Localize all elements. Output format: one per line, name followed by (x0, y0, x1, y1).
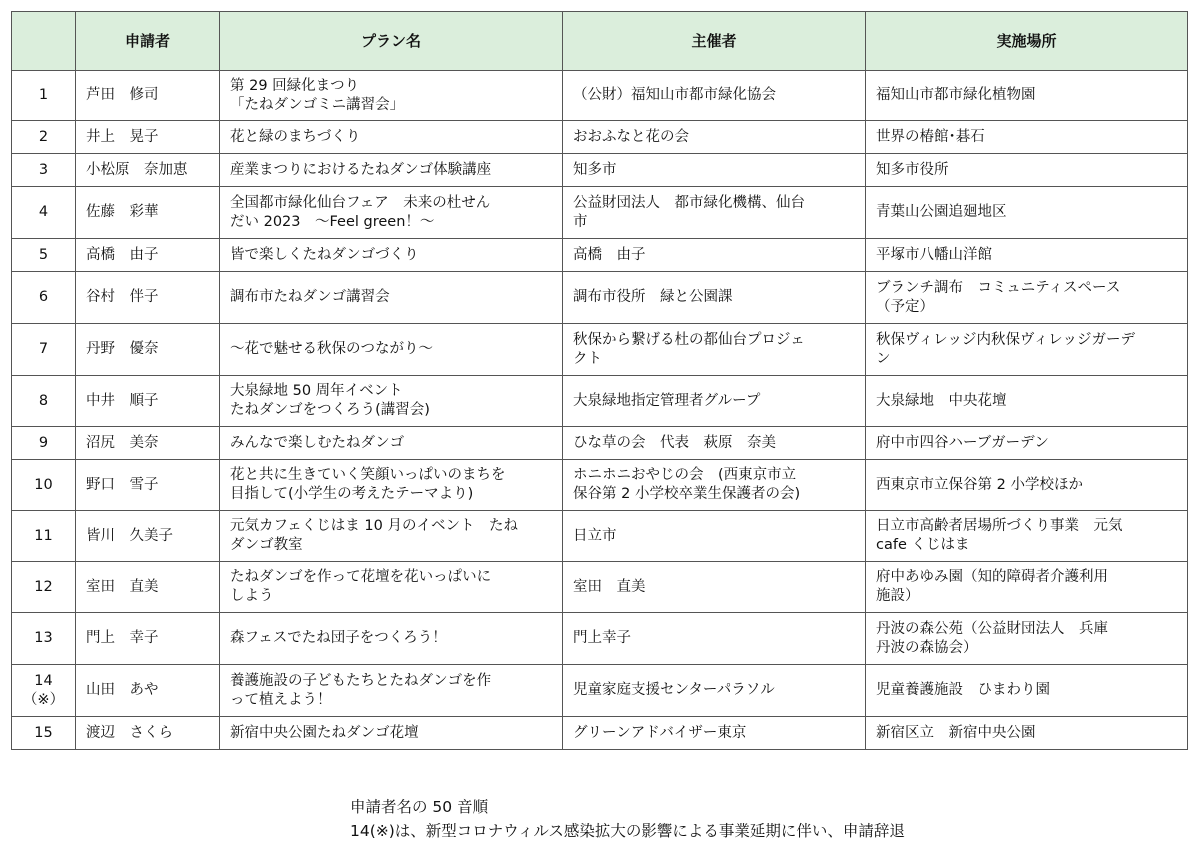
cell-organizer: 調布市役所 緑と公園課 (563, 272, 866, 324)
cell-number: 14 （※） (12, 665, 76, 717)
cell-venue: 知多市役所 (866, 154, 1188, 187)
cell-venue: 府中あゆみ園（知的障碍者介護利用 施設） (866, 562, 1188, 613)
header-number (12, 12, 76, 71)
cell-plan: 花と共に生きていく笑顔いっぱいのまちを 目指して(小学生の考えたテーマより) (220, 460, 563, 511)
cell-plan: 全国都市緑化仙台フェア 未来の杜せん だい 2023 ～Feel green！～ (220, 187, 563, 239)
cell-number: 4 (12, 187, 76, 239)
header-row (12, 12, 1188, 71)
cell-venue: 府中市四谷ハーブガーデン (866, 427, 1188, 460)
cell-venue: 新宿区立 新宿中央公園 (866, 717, 1188, 750)
cell-number: 6 (12, 272, 76, 324)
table-row (12, 717, 1188, 750)
cell-organizer: グリーンアドバイザー東京 (563, 717, 866, 750)
table-row (12, 154, 1188, 187)
table-row (12, 665, 1188, 717)
table-row (12, 71, 1188, 121)
cell-applicant: 高橋 由子 (76, 239, 220, 272)
cell-number: 8 (12, 376, 76, 427)
table-row (12, 427, 1188, 460)
cell-organizer: 公益財団法人 都市緑化機構、仙台 市 (563, 187, 866, 239)
cell-organizer: 高橋 由子 (563, 239, 866, 272)
header-organizer: 主催者 (563, 12, 866, 71)
cell-applicant: 山田 あや (76, 665, 220, 717)
table-row (12, 562, 1188, 613)
cell-venue: 日立市高齢者居場所づくり事業 元気 cafe くじはま (866, 511, 1188, 562)
cell-plan: 森フェスでたね団子をつくろう！ (220, 613, 563, 665)
cell-number: 2 (12, 121, 76, 154)
table-row (12, 613, 1188, 665)
cell-applicant: 小松原 奈加恵 (76, 154, 220, 187)
cell-organizer: 知多市 (563, 154, 866, 187)
cell-organizer: おおふなと花の会 (563, 121, 866, 154)
cell-organizer: 室田 直美 (563, 562, 866, 613)
table-row (12, 376, 1188, 427)
cell-plan: 産業まつりにおけるたねダンゴ体験講座 (220, 154, 563, 187)
header-venue: 実施場所 (866, 12, 1188, 71)
note-withdrawal: 14(※)は、新型コロナウィルス感染拡大の影響による事業延期に伴い、申請辞退 (350, 822, 905, 840)
cell-number: 10 (12, 460, 76, 511)
table-row (12, 511, 1188, 562)
cell-plan: 大泉緑地 50 周年イベント たねダンゴをつくろう(講習会) (220, 376, 563, 427)
cell-applicant: 沼尻 美奈 (76, 427, 220, 460)
cell-number: 13 (12, 613, 76, 665)
cell-plan: 調布市たねダンゴ講習会 (220, 272, 563, 324)
cell-number: 12 (12, 562, 76, 613)
table-row (12, 460, 1188, 511)
cell-plan: 新宿中央公園たねダンゴ花壇 (220, 717, 563, 750)
cell-number: 5 (12, 239, 76, 272)
cell-number: 1 (12, 71, 76, 121)
table-row (12, 272, 1188, 324)
header-applicant: 申請者 (76, 12, 220, 71)
cell-number: 11 (12, 511, 76, 562)
cell-applicant: 谷村 伴子 (76, 272, 220, 324)
notes (350, 795, 905, 843)
cell-venue: 世界の椿館･碁石 (866, 121, 1188, 154)
cell-applicant: 井上 晃子 (76, 121, 220, 154)
cell-organizer: 門上幸子 (563, 613, 866, 665)
cell-venue: 児童養護施設 ひまわり園 (866, 665, 1188, 717)
header-plan: プラン名 (220, 12, 563, 71)
cell-organizer: 秋保から繋げる杜の都仙台プロジェ クト (563, 324, 866, 376)
table-row (12, 239, 1188, 272)
cell-organizer: ホニホニおやじの会 (西東京市立 保谷第 2 小学校卒業生保護者の会) (563, 460, 866, 511)
applicants-table (11, 11, 1188, 750)
cell-organizer: ひな草の会 代表 萩原 奈美 (563, 427, 866, 460)
table-row (12, 187, 1188, 239)
cell-applicant: 門上 幸子 (76, 613, 220, 665)
cell-plan: 養護施設の子どもたちとたねダンゴを作 って植えよう！ (220, 665, 563, 717)
cell-venue: 大泉緑地 中央花壇 (866, 376, 1188, 427)
cell-plan: 第 29 回緑化まつり 「たねダンゴミニ講習会」 (220, 71, 563, 121)
cell-plan: みんなで楽しむたねダンゴ (220, 427, 563, 460)
cell-applicant: 中井 順子 (76, 376, 220, 427)
table-row (12, 324, 1188, 376)
cell-venue: ブランチ調布 コミュニティスペース （予定） (866, 272, 1188, 324)
cell-applicant: 野口 雪子 (76, 460, 220, 511)
cell-venue: 平塚市八幡山洋館 (866, 239, 1188, 272)
cell-applicant: 皆川 久美子 (76, 511, 220, 562)
cell-number: 15 (12, 717, 76, 750)
cell-venue: 丹波の森公苑（公益財団法人 兵庫 丹波の森協会） (866, 613, 1188, 665)
cell-plan: 皆で楽しくたねダンゴづくり (220, 239, 563, 272)
cell-applicant: 丹野 優奈 (76, 324, 220, 376)
cell-applicant: 室田 直美 (76, 562, 220, 613)
cell-plan: 元気カフェくじはま 10 月のイベント たね ダンゴ教室 (220, 511, 563, 562)
cell-venue: 西東京市立保谷第 2 小学校ほか (866, 460, 1188, 511)
cell-venue: 秋保ヴィレッジ内秋保ヴィレッジガーデ ン (866, 324, 1188, 376)
cell-organizer: 日立市 (563, 511, 866, 562)
cell-plan: たねダンゴを作って花壇を花いっぱいに しよう (220, 562, 563, 613)
cell-venue: 青葉山公園追廻地区 (866, 187, 1188, 239)
cell-venue: 福知山市都市緑化植物園 (866, 71, 1188, 121)
cell-organizer: （公財）福知山市都市緑化協会 (563, 71, 866, 121)
note-sort-order: 申請者名の 50 音順 (350, 798, 489, 816)
table-row (12, 121, 1188, 154)
cell-number: 7 (12, 324, 76, 376)
cell-applicant: 佐藤 彩華 (76, 187, 220, 239)
cell-applicant: 渡辺 さくら (76, 717, 220, 750)
cell-plan: ～花で魅せる秋保のつながり～ (220, 324, 563, 376)
cell-organizer: 大泉緑地指定管理者グループ (563, 376, 866, 427)
cell-plan: 花と緑のまちづくり (220, 121, 563, 154)
cell-organizer: 児童家庭支援センターパラソル (563, 665, 866, 717)
cell-number: 3 (12, 154, 76, 187)
cell-number: 9 (12, 427, 76, 460)
cell-applicant: 芦田 修司 (76, 71, 220, 121)
